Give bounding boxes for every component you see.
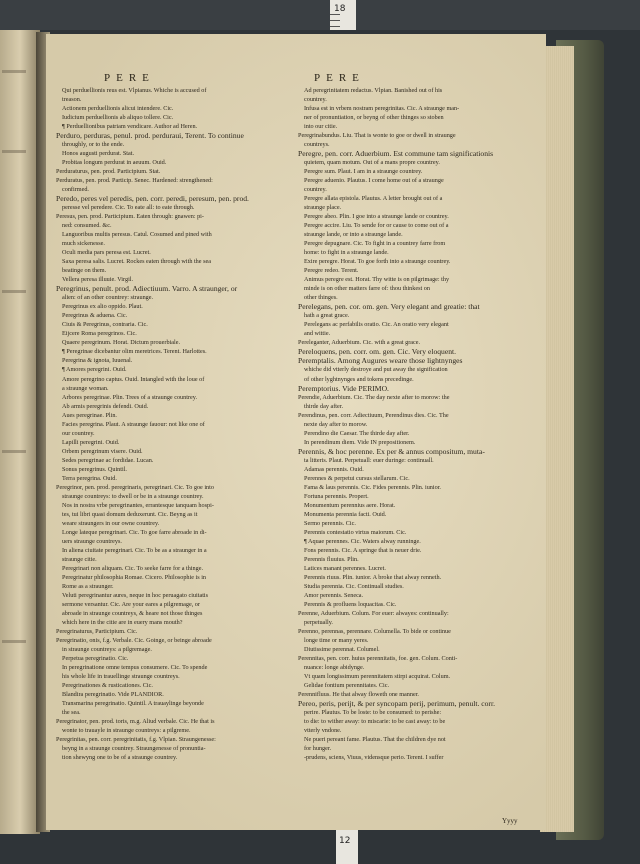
entry-line: Pereo, peris, perijt, & per syncopam perij, perimum, penult. corr. (298, 699, 495, 709)
entry-line: Peregre, pen. corr. Aduerbium. Est commune tam significationis (298, 149, 494, 159)
text-line: In aliena ciuitate peregrinari. Cic. To be as a straunger in a (62, 546, 207, 554)
text-fragment (2, 640, 26, 643)
text-line: Peregrinus & aduena. Cic. (62, 312, 128, 320)
text-line: Rome as a straunger. (62, 582, 114, 590)
text-line: perire. Plautus. To be loste: to be consumed: to perishe: (304, 709, 442, 717)
text-line: Perennis & profluens loquacitas. Cic. (304, 600, 397, 608)
text-line: Peregre accire. Liu. To sende for or cause to come out of a (304, 222, 449, 230)
left-page-edge (0, 30, 40, 834)
text-line: Lapilli peregrini. Ouid. (62, 438, 120, 446)
text-line: In peregrinatione omne tempus consumere. Cic. To spende (62, 664, 208, 671)
text-line: Orbem peregrinum visere. Ouid. (62, 447, 143, 455)
text-line: Veluti peregrinantur aures, neque in hoc peruagato ciuitatis (62, 591, 209, 599)
text-line: nexte day after to morow. (304, 420, 368, 428)
text-line: Perennes & perpetui cursus stellarum. Cic. (304, 474, 410, 482)
text-line: our countrey. (62, 429, 95, 437)
entry-line: Peregrinor, pen. prod. peregrinaris, peregrinari. Cic. To goe into (56, 483, 214, 491)
text-line: countrey. (304, 186, 327, 194)
text-line: Languoribus multis peresus. Catul. Cosumed and pined with (62, 231, 212, 239)
text-line: Peregrinationes & rusticationes. Cic. (62, 682, 153, 690)
text-line: Fons perennis. Cic. A springe that is neuer drie. (304, 546, 422, 554)
text-line: Amore peregrino captus. Ouid. Intangled with the loue of (62, 375, 205, 383)
entry-line: Perennis, & hoc perenne. Ex per & annus compositum, muta- (298, 446, 485, 456)
ruler-tick (330, 14, 340, 15)
text-line: Peregrinus ex alio oppido. Plaut. (62, 303, 143, 311)
text-line: straunge place. (304, 204, 342, 212)
entry-line: Perenno, perennas, perennare. Columella. To bide or continue (298, 627, 451, 635)
text-line: beatinge on them. (62, 267, 107, 275)
text-line: weare straungers in our owne countrey. (62, 519, 160, 527)
text-line: which here in the citie are in euery mans mouth? (62, 618, 183, 626)
entry-line: Peregrinatio, onis, f.g. Verbale. Cic. Goinge, or beinge abroade (56, 636, 212, 644)
text-line: ¶ Amores peregrini. Ouid. (62, 366, 127, 374)
text-line: longe time or many yeres. (304, 636, 369, 644)
text-line: Peregre depugnare. Cic. To fight in a countrey farre from (304, 240, 446, 248)
text-line: ta litteris. Plaut. Perpetuall: euer duringe: continuall. (304, 456, 434, 464)
right-column (298, 86, 538, 762)
text-line: Sermo perennis. Cic. (304, 519, 356, 527)
text-line: Monumenta perennia facti. Ouid. (304, 510, 387, 518)
text-fragment (2, 290, 26, 293)
text-line: to die: to wither away: to miscarie: to be cast away: to be (304, 718, 446, 726)
ruler-mark: 18 (334, 4, 346, 14)
entry-line: Perelegans, pen. cor. om. gen. Very elegant and greatie: that (298, 302, 480, 312)
ruler-top (330, 0, 356, 30)
text-line: Probitas longum perdurat in aeuum. Ouid. (62, 159, 167, 167)
text-line: Oculi media pars peresa est. Lucret. (62, 249, 151, 257)
text-line: Saxa peresa salis. Lucret. Rockes eaten through with the sea (62, 258, 211, 266)
text-line: countreys. (304, 141, 330, 149)
text-line: his whole life in trauellinge straunge countreys. (62, 673, 180, 681)
text-line: Iudicium perduellionis ab aliquo tollere. Cic. (62, 114, 174, 122)
text-line: ner of pronuntiation, or beyng of other thinges so stoben (304, 114, 444, 122)
text-line: Perennis contestatio virtus maiorum. Cic. (304, 528, 407, 536)
text-line: confirmed. (62, 186, 89, 194)
text-line: wonte to trauayle in straunge countreys: a pilgreme. (62, 727, 191, 735)
text-line: ¶ Peregrinae dicebantur olim meretrices. Terent. Harlottes. (62, 348, 207, 356)
text-line: tion shewyng one to be of a straunge countrey. (62, 754, 178, 762)
text-line: home: to fight in a straunge lande. (304, 249, 389, 257)
text-line: Peregre allata epistola. Plautus. A letter brought out of a (304, 195, 443, 203)
entry-line: Perendinus, pen. corr. Adiectiuum, Perendinus dies. Cic. The (298, 411, 449, 419)
text-line: Adamas perennis. Ouid. (304, 465, 364, 473)
text-line: Animus peregre est. Horat. Thy witte is on pilgrimage: thy (304, 276, 450, 284)
text-fragment (2, 450, 26, 453)
text-line: throughly, or to the ende. (62, 141, 125, 149)
text-line: Peregre redeo. Terent. (304, 267, 359, 275)
text-line: uers straunge countreys. (62, 537, 122, 545)
left-column (56, 86, 288, 762)
text-line: ¶ Aquae perennes. Cic. Waters alway runninge. (304, 537, 421, 545)
text-line: in straunge countreys: a pilgremage. (62, 645, 152, 653)
entry-line: Pereloquens, pen. corr. om. gen. Cic. Very eloquent. (298, 347, 457, 357)
text-line: Perendino die Caesar. The thirde day after. (304, 429, 410, 437)
entry-line: Perennifluus. He that alway floweth one manner. (298, 691, 419, 699)
text-line: ¶ Perduellionibus patriam vendicare. Author ad Heren. (62, 123, 198, 131)
text-line: whiche did vtterly destroye and put away the signification (304, 366, 448, 374)
text-line: In perendinum diem. Vide IN prepositionem. (304, 438, 416, 446)
text-line: quietem, quam motum. Out of a mans propre countrey. (304, 159, 440, 167)
text-line: Peregre aduenio. Plautus. I come home out of a straunge (304, 177, 444, 185)
entry-line: Peregrinaturus, Participium. Cic. (56, 627, 138, 635)
entry-line: Perduratus, pen. prod. Particip. Senec. Hardened: strengthened: (56, 177, 213, 185)
text-line: Peregre sum. Plaut. I am in a straunge countrey. (304, 168, 423, 176)
text-line: Sedes peregrinae ac fordidae. Lucan. (62, 456, 154, 464)
text-line: Peregre abeo. Plin. I goe into a straunge lande or countrey. (304, 213, 449, 221)
text-line: Ciuis & Peregrinus, contraria. Cic. (62, 321, 148, 329)
ruler-mark: 12 (339, 836, 351, 846)
text-line: Peregrina & ignota, Iuuenal. (62, 357, 133, 365)
text-line: ned: consumed. &c. (62, 222, 112, 230)
text-line: of other lyghtnynges and tokens precedinge. (304, 375, 414, 383)
text-line: thirde day after. (304, 402, 343, 410)
text-line: a straunge woman. (62, 384, 109, 392)
text-line: Fortuna perennis. Propert. (304, 492, 369, 500)
entry-line: Peregrinus, penult. prod. Adiectiuum. Varro. A straunger, or (56, 284, 238, 294)
text-line: other thinges. (304, 294, 338, 302)
text-line: Infusa est in vrbem nostram peregrinitas. Cic. A straunge man- (304, 105, 460, 113)
text-line: tes, tui libri quasi domum deduxerunt. Cic. Beyng as it (62, 510, 198, 518)
text-line: vtterly vndone. (304, 727, 342, 735)
ruler-bottom (336, 830, 358, 864)
text-line: sermone versantur. Cic. Are your eares a pilgremage, or (62, 600, 200, 608)
text-line: Fama & laus perennis. Cic. Fides perennis. Plin. iunior. (304, 483, 441, 491)
text-line: straunge citie. (62, 555, 97, 563)
text-line: Honos augusti perdurat. Stat. (62, 150, 135, 158)
entry-line: Perennitas, pen. corr. huius perennitatis, foe. gen. Colum. Conti- (298, 654, 458, 662)
text-line: straunge countreys: to dwell or be in a straunge countrey. (62, 492, 204, 500)
text-line: Aues peregrinae. Plin. (62, 411, 117, 419)
text-line: -prudens, sciens, Viuus, vidensque perio. Terent. I suffer (304, 754, 444, 762)
text-line: Perelegans ac perfabilis oratio. Cic. An oratio very elegant (304, 321, 449, 329)
text-line: Diutissime perennat. Columel. (304, 645, 380, 653)
text-line: Ab armis peregrinis defendi. Ouid. (62, 402, 149, 410)
text-line: countrey. (304, 96, 327, 104)
ruler-tick (330, 20, 340, 21)
text-line: perpetually. (304, 618, 333, 626)
text-line: much sickenesse. (62, 240, 105, 248)
entry-line: Peremptorius. Vide PERIMO. (298, 383, 389, 393)
text-line: Blandira peregrinatio. Vide PLANDIOR. (62, 691, 164, 699)
text-line: Peregrinari non aliquam. Cic. To seeke farre for a thinge. (62, 564, 204, 572)
text-line: Longe lateque peregrinari. Cic. To goe farre abroade in di- (62, 528, 207, 536)
entry-line: Pereleganter, Aduerbium. Cic. with a great grace. (298, 339, 421, 347)
text-line: Vellera peresa illuuie. Virgil. (62, 276, 134, 284)
text-line: Facies peregrina. Plaut. A straunge fauour: not like one of (62, 420, 205, 428)
running-head-right: PERE (314, 72, 365, 84)
signature-mark: Yyyy (502, 817, 518, 825)
entry-line: Peredo, peres vel peredis, pen. corr. peredi, peresum, pen. prod. (56, 194, 249, 204)
entry-line: Perduro, perduras, penul. prod. perduraui, Terent. To continue (56, 131, 244, 141)
text-line: Amor perennis. Seneca. (304, 591, 364, 599)
text-line: Qui perduellionis reus est. Vlpianus. Whiche is accused of (62, 87, 207, 94)
text-fragment (2, 70, 26, 73)
text-line: treason. (62, 96, 82, 104)
running-head-left: PERE (104, 72, 155, 84)
text-line: Terra peregrina. Ouid. (62, 474, 117, 482)
text-line: Exire peregre. Horat. To goe forth into a straunge countrey. (304, 258, 451, 266)
text-line: straunge lande, or into a straunge lande. (304, 231, 403, 239)
text-line: Perennis riuus. Plin. iunior. A broke that alway renneth. (304, 573, 442, 581)
text-line: and wittie. (304, 330, 331, 338)
text-line: alien: of an other countrey: straunge. (62, 294, 154, 302)
text-line: Ne pueri pereant fame. Plautus. That the children dye not (304, 736, 446, 744)
entry-line: Perendie, Aduerbium. Cic. The day nexte after to morow: the (298, 393, 450, 401)
text-line: Nos in nostra vrbe peregrinantes, errantesque tanquam hospi- (62, 501, 214, 509)
text-line: Eijcere Roma peregrinos. Cic. (62, 330, 137, 338)
text-line: Arbores peregrinae. Plin. Trees of a straunge countrey. (62, 393, 197, 401)
text-line: Quaere peregrinum. Horat. Dictum prouerbiale. (62, 339, 181, 347)
text-line: Latices manant perennes. Lucret. (304, 564, 386, 572)
dictionary-page (46, 34, 546, 830)
scan-backdrop (0, 0, 640, 30)
ruler-tick (330, 26, 340, 27)
entry-line: Perduraturus, pen. prod. Participium. Stat. (56, 168, 161, 176)
text-line: Vt quam longissimum perennitatem stirpi acquirat. Colum. (304, 673, 451, 681)
entry-line: Peregrinitas, pen. corr. peregrinitatis, f.g. Vlpian. Straungenesse: (56, 736, 216, 744)
text-line: Monumentum perennius aere. Horat. (304, 501, 396, 509)
text-line: Gelidae fontium perennitates. Cic. (304, 682, 390, 690)
text-line: Peregrinatur philosophia Romae. Cicero. Philosophie is in (62, 573, 207, 581)
entry-line: Peregrinabundus. Liu. That is wonte to goe or dwell in straunge (298, 132, 456, 140)
text-fragment (2, 150, 26, 153)
text-line: for hunger. (304, 745, 332, 753)
entry-line: Peresus, pen. prod. Participium. Eaten through: gnawen: pi- (56, 213, 204, 221)
text-line: Perennis fluuius. Plin. (304, 555, 359, 563)
text-line: Transmarina peregrinatio. Quintil. A trauaylinge beyonde (62, 700, 204, 708)
text-line: Ad peregrinitatem redactus. Vlpian. Banished out of his (304, 87, 443, 94)
entry-line: Peremptalis. Among Augures weare those lightnynges (298, 356, 463, 366)
text-line: Sonus peregrinus. Quintil. (62, 465, 127, 473)
text-line: peresse vel peredere. Cic. To eate all: to eate through. (62, 204, 195, 212)
text-line: Studia perennia. Cic. Continuall studies. (304, 582, 404, 590)
text-line: hath a great grace. (304, 312, 350, 320)
text-line: into our citie. (304, 123, 338, 131)
text-line: Perpetua peregrinatio. Cic. (62, 654, 129, 662)
entry-line: Peregrinator, pen. prod. toris, m.g. Aliud verbale. Cic. He that is (56, 718, 215, 726)
text-line: nuance: longe abidynge. (304, 664, 365, 671)
entry-line: Perenne, Aduerbium. Colum. For euer: alwayes: continually: (298, 609, 449, 617)
text-line: abroade in straunge countreys, & heare not those thinges (62, 609, 203, 617)
text-line: beyng in a straunge countrey. Straungenesse of pronuntia- (62, 745, 206, 753)
text-line: minde is on other matters farre of: thou thinkest on (304, 285, 430, 293)
text-line: the sea. (62, 709, 81, 717)
text-line: Actionem perduellionis alicui intendere. Cic. (62, 105, 174, 113)
